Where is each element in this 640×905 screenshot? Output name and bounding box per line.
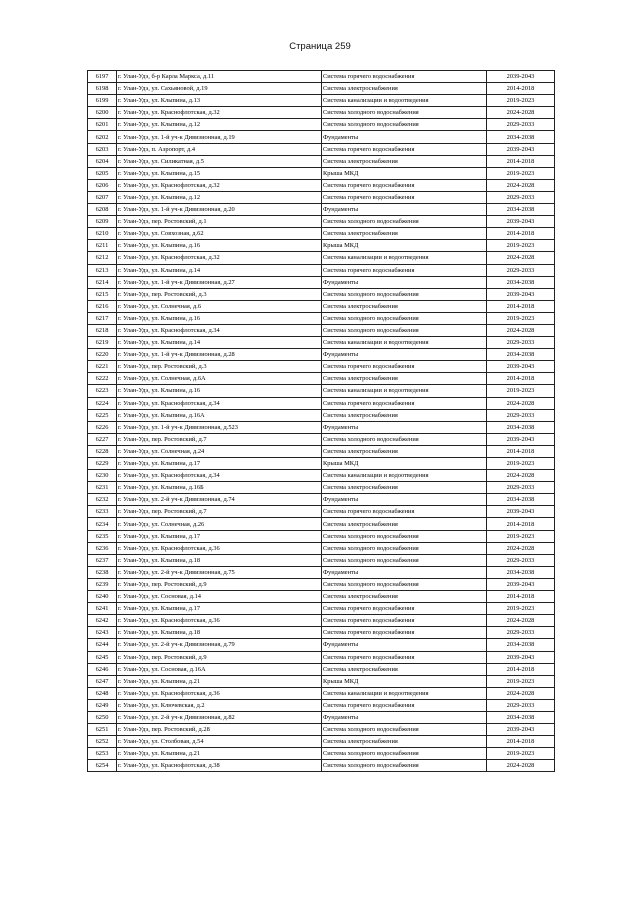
- cell-period: 2014-2018: [487, 663, 555, 675]
- table-row: [88, 409, 555, 421]
- table-row: [88, 663, 555, 675]
- cell-number: 6227: [88, 433, 117, 445]
- cell-work-type: Система холодного водоснабжения: [322, 433, 487, 445]
- table-row: [88, 530, 555, 542]
- cell-address: г. Улан-Удэ, пер. Ростовский, д.9: [117, 578, 322, 590]
- cell-address: г. Улан-Удэ, ул. Клыпина, д.14: [117, 337, 322, 349]
- cell-work-type: Крыша МКД: [322, 458, 487, 470]
- cell-period: 2034-2038: [487, 349, 555, 361]
- cell-work-type: Система холодного водоснабжения: [322, 107, 487, 119]
- table-row: [88, 506, 555, 518]
- cell-period: 2039-2043: [487, 288, 555, 300]
- cell-work-type: Фундаменты: [322, 276, 487, 288]
- cell-period: 2029-2033: [487, 119, 555, 131]
- table-row: [88, 445, 555, 457]
- cell-period: 2014-2018: [487, 300, 555, 312]
- cell-work-type: Система горячего водоснабжения: [322, 699, 487, 711]
- cell-number: 6243: [88, 627, 117, 639]
- cell-address: г. Улан-Удэ, б-р Карла Маркса, д.11: [117, 71, 322, 83]
- cell-work-type: Система горячего водоснабжения: [322, 397, 487, 409]
- cell-period: 2034-2038: [487, 711, 555, 723]
- cell-number: 6241: [88, 603, 117, 615]
- cell-address: г. Улан-Удэ, ул. 1-й уч-к Дивизионная, д.20: [117, 204, 322, 216]
- cell-number: 6205: [88, 167, 117, 179]
- cell-period: 2029-2033: [487, 264, 555, 276]
- cell-work-type: Система горячего водоснабжения: [322, 143, 487, 155]
- cell-work-type: Система электроснабжения: [322, 83, 487, 95]
- cell-work-type: Система горячего водоснабжения: [322, 615, 487, 627]
- cell-number: 6251: [88, 724, 117, 736]
- cell-work-type: Фундаменты: [322, 566, 487, 578]
- cell-address: г. Улан-Удэ, ул. Клыпина, д.16: [117, 385, 322, 397]
- cell-period: 2039-2043: [487, 724, 555, 736]
- table-row: [88, 264, 555, 276]
- cell-number: 6247: [88, 675, 117, 687]
- cell-work-type: Система горячего водоснабжения: [322, 651, 487, 663]
- cell-period: 2034-2038: [487, 131, 555, 143]
- cell-period: 2039-2043: [487, 71, 555, 83]
- cell-period: 2019-2023: [487, 385, 555, 397]
- cell-period: 2039-2043: [487, 433, 555, 445]
- cell-number: 6244: [88, 639, 117, 651]
- cell-period: 2034-2038: [487, 421, 555, 433]
- cell-number: 6246: [88, 663, 117, 675]
- cell-address: г. Улан-Удэ, ул. Краснофлотская, д.38: [117, 760, 322, 772]
- cell-number: 6203: [88, 143, 117, 155]
- cell-period: 2039-2043: [487, 361, 555, 373]
- cell-work-type: Система холодного водоснабжения: [322, 554, 487, 566]
- cell-work-type: Система холодного водоснабжения: [322, 724, 487, 736]
- cell-work-type: Система канализации и водоотведения: [322, 687, 487, 699]
- cell-address: г. Улан-Удэ, ул. 2-й уч-к Дивизионная, д.75: [117, 566, 322, 578]
- cell-number: 6220: [88, 349, 117, 361]
- cell-period: 2014-2018: [487, 445, 555, 457]
- cell-number: 6239: [88, 578, 117, 590]
- cell-period: 2019-2023: [487, 530, 555, 542]
- table-row: [88, 83, 555, 95]
- cell-work-type: Система электроснабжения: [322, 228, 487, 240]
- cell-number: 6202: [88, 131, 117, 143]
- cell-number: 6215: [88, 288, 117, 300]
- cell-address: г. Улан-Удэ, ул. 1-й уч-к Дивизионная, д.27: [117, 276, 322, 288]
- cell-period: 2014-2018: [487, 736, 555, 748]
- table-row: [88, 276, 555, 288]
- cell-period: 2029-2033: [487, 554, 555, 566]
- cell-work-type: Система канализации и водоотведения: [322, 470, 487, 482]
- cell-work-type: Крыша МКД: [322, 240, 487, 252]
- cell-number: 6217: [88, 312, 117, 324]
- cell-period: 2034-2038: [487, 639, 555, 651]
- cell-work-type: Система электроснабжения: [322, 591, 487, 603]
- cell-number: 6216: [88, 300, 117, 312]
- cell-address: г. Улан-Удэ, п. Аэропорт, д.4: [117, 143, 322, 155]
- cell-period: 2024-2028: [487, 397, 555, 409]
- cell-work-type: Крыша МКД: [322, 167, 487, 179]
- cell-period: 2024-2028: [487, 542, 555, 554]
- cell-number: 6204: [88, 155, 117, 167]
- cell-work-type: Система холодного водоснабжения: [322, 578, 487, 590]
- cell-address: г. Улан-Удэ, ул. 1-й уч-к Дивизионная, д.523: [117, 421, 322, 433]
- table-row: [88, 397, 555, 409]
- table-row: [88, 324, 555, 336]
- cell-work-type: Система электроснабжения: [322, 155, 487, 167]
- cell-work-type: Система электроснабжения: [322, 663, 487, 675]
- cell-number: 6228: [88, 445, 117, 457]
- cell-work-type: Фундаменты: [322, 349, 487, 361]
- cell-address: г. Улан-Удэ, ул. Краснофлотская, д.32: [117, 179, 322, 191]
- cell-work-type: Фундаменты: [322, 494, 487, 506]
- cell-address: г. Улан-Удэ, ул. 1-й уч-к Дивизионная, д.28: [117, 349, 322, 361]
- cell-address: г. Улан-Удэ, ул. 2-й уч-к Дивизионная, д.82: [117, 711, 322, 723]
- cell-number: 6197: [88, 71, 117, 83]
- cell-address: г. Улан-Удэ, ул. Клыпина, д.15: [117, 167, 322, 179]
- table-row: [88, 155, 555, 167]
- table-row: [88, 627, 555, 639]
- cell-work-type: Система холодного водоснабжения: [322, 542, 487, 554]
- table-row: [88, 470, 555, 482]
- cell-number: 6252: [88, 736, 117, 748]
- cell-number: 6222: [88, 373, 117, 385]
- cell-address: г. Улан-Удэ, ул. Столбовая, д.54: [117, 736, 322, 748]
- table-row: [88, 131, 555, 143]
- cell-address: г. Улан-Удэ, ул. Клыпина, д.17: [117, 458, 322, 470]
- table-row: [88, 252, 555, 264]
- table-row: [88, 639, 555, 651]
- cell-address: г. Улан-Удэ, ул. Клыпина, д.16Б: [117, 482, 322, 494]
- cell-period: 2029-2033: [487, 337, 555, 349]
- cell-period: 2019-2023: [487, 748, 555, 760]
- cell-address: г. Улан-Удэ, ул. Краснофлотская, д.36: [117, 615, 322, 627]
- cell-work-type: Система горячего водоснабжения: [322, 627, 487, 639]
- cell-address: г. Улан-Удэ, ул. Клыпина, д.18: [117, 627, 322, 639]
- cell-number: 6212: [88, 252, 117, 264]
- cell-address: г. Улан-Удэ, ул. Клыпина, д.18: [117, 554, 322, 566]
- cell-work-type: Система горячего водоснабжения: [322, 191, 487, 203]
- cell-number: 6232: [88, 494, 117, 506]
- table-row: [88, 373, 555, 385]
- cell-work-type: Система горячего водоснабжения: [322, 179, 487, 191]
- table-row: [88, 494, 555, 506]
- cell-number: 6238: [88, 566, 117, 578]
- table-row: [88, 566, 555, 578]
- table-row: [88, 107, 555, 119]
- cell-number: 6253: [88, 748, 117, 760]
- cell-period: 2024-2028: [487, 760, 555, 772]
- cell-number: 6224: [88, 397, 117, 409]
- cell-address: г. Улан-Удэ, ул. Клыпина, д.12: [117, 191, 322, 203]
- cell-number: 6245: [88, 651, 117, 663]
- cell-address: г. Улан-Удэ, пер. Ростовский, д.7: [117, 506, 322, 518]
- cell-number: 6231: [88, 482, 117, 494]
- cell-work-type: Фундаменты: [322, 421, 487, 433]
- cell-address: г. Улан-Удэ, ул. Клыпина, д.16: [117, 312, 322, 324]
- table-row: [88, 675, 555, 687]
- cell-period: 2019-2023: [487, 675, 555, 687]
- table-row: [88, 167, 555, 179]
- registry-table: [87, 70, 555, 772]
- cell-number: 6249: [88, 699, 117, 711]
- cell-address: г. Улан-Удэ, ул. Сахьяновой, д.19: [117, 83, 322, 95]
- cell-number: 6213: [88, 264, 117, 276]
- cell-period: 2014-2018: [487, 228, 555, 240]
- table-row: [88, 615, 555, 627]
- cell-address: г. Улан-Удэ, ул. Краснофлотская, д.34: [117, 397, 322, 409]
- cell-address: г. Улан-Удэ, ул. Силикатная, д.5: [117, 155, 322, 167]
- cell-number: 6199: [88, 95, 117, 107]
- table-row: [88, 300, 555, 312]
- cell-number: 6201: [88, 119, 117, 131]
- cell-address: г. Улан-Удэ, пер. Ростовский, д.1: [117, 216, 322, 228]
- cell-work-type: Система холодного водоснабжения: [322, 119, 487, 131]
- cell-work-type: Система горячего водоснабжения: [322, 361, 487, 373]
- cell-address: г. Улан-Удэ, пер. Ростовский, д.3: [117, 361, 322, 373]
- cell-work-type: Система электроснабжения: [322, 736, 487, 748]
- cell-number: 6229: [88, 458, 117, 470]
- cell-work-type: Система холодного водоснабжения: [322, 530, 487, 542]
- cell-period: 2029-2033: [487, 699, 555, 711]
- cell-number: 6208: [88, 204, 117, 216]
- cell-address: г. Улан-Удэ, ул. Совхозная, д.62: [117, 228, 322, 240]
- cell-number: 6230: [88, 470, 117, 482]
- table-row: [88, 603, 555, 615]
- table-row: [88, 458, 555, 470]
- cell-address: г. Улан-Удэ, ул. 2-й уч-к Дивизионная, д.79: [117, 639, 322, 651]
- cell-period: 2019-2023: [487, 603, 555, 615]
- table-row: [88, 216, 555, 228]
- table-row: [88, 542, 555, 554]
- table-row: [88, 119, 555, 131]
- cell-period: 2024-2028: [487, 107, 555, 119]
- cell-work-type: Система холодного водоснабжения: [322, 760, 487, 772]
- table-row: [88, 288, 555, 300]
- cell-address: г. Улан-Удэ, ул. 1-й уч-к Дивизионная, д.19: [117, 131, 322, 143]
- cell-address: г. Улан-Удэ, ул. Краснофлотская, д.32: [117, 252, 322, 264]
- cell-period: 2039-2043: [487, 216, 555, 228]
- cell-period: 2014-2018: [487, 518, 555, 530]
- table-row: [88, 240, 555, 252]
- cell-work-type: Система канализации и водоотведения: [322, 337, 487, 349]
- cell-work-type: Система горячего водоснабжения: [322, 71, 487, 83]
- cell-period: 2014-2018: [487, 591, 555, 603]
- cell-work-type: Крыша МКД: [322, 675, 487, 687]
- table-row: [88, 687, 555, 699]
- cell-number: 6233: [88, 506, 117, 518]
- cell-address: г. Улан-Удэ, пер. Ростовский, д.28: [117, 724, 322, 736]
- table-row: [88, 699, 555, 711]
- table-row: [88, 711, 555, 723]
- cell-period: 2034-2038: [487, 566, 555, 578]
- cell-period: 2024-2028: [487, 324, 555, 336]
- cell-work-type: Система холодного водоснабжения: [322, 216, 487, 228]
- cell-number: 6236: [88, 542, 117, 554]
- cell-period: 2024-2028: [487, 687, 555, 699]
- cell-number: 6248: [88, 687, 117, 699]
- cell-work-type: Система холодного водоснабжения: [322, 312, 487, 324]
- cell-address: г. Улан-Удэ, ул. Клыпина, д.13: [117, 95, 322, 107]
- cell-number: 6210: [88, 228, 117, 240]
- cell-number: 6250: [88, 711, 117, 723]
- cell-period: 2024-2028: [487, 252, 555, 264]
- cell-address: г. Улан-Удэ, ул. Краснофлотская, д.36: [117, 687, 322, 699]
- cell-work-type: Система горячего водоснабжения: [322, 603, 487, 615]
- table-row: [88, 518, 555, 530]
- cell-number: 6234: [88, 518, 117, 530]
- cell-number: 6219: [88, 337, 117, 349]
- cell-number: 6237: [88, 554, 117, 566]
- table-row: [88, 337, 555, 349]
- cell-work-type: Система горячего водоснабжения: [322, 506, 487, 518]
- cell-period: 2039-2043: [487, 143, 555, 155]
- cell-work-type: Система электроснабжения: [322, 373, 487, 385]
- cell-address: г. Улан-Удэ, ул. Клыпина, д.14: [117, 264, 322, 276]
- cell-period: 2029-2033: [487, 191, 555, 203]
- cell-period: 2019-2023: [487, 95, 555, 107]
- table-row: [88, 760, 555, 772]
- cell-number: 6242: [88, 615, 117, 627]
- cell-period: 2019-2023: [487, 458, 555, 470]
- cell-number: 6221: [88, 361, 117, 373]
- cell-address: г. Улан-Удэ, ул. Солнечная, д.6: [117, 300, 322, 312]
- cell-period: 2014-2018: [487, 155, 555, 167]
- registry-table-body: [88, 71, 555, 772]
- cell-work-type: Система электроснабжения: [322, 482, 487, 494]
- cell-period: 2024-2028: [487, 470, 555, 482]
- cell-period: 2029-2033: [487, 627, 555, 639]
- table-row: [88, 578, 555, 590]
- cell-number: 6209: [88, 216, 117, 228]
- cell-address: г. Улан-Удэ, ул. Солнечная, д.6А: [117, 373, 322, 385]
- cell-period: 2034-2038: [487, 204, 555, 216]
- cell-period: 2039-2043: [487, 506, 555, 518]
- cell-number: 6240: [88, 591, 117, 603]
- cell-address: г. Улан-Удэ, ул. Клыпина, д.12: [117, 119, 322, 131]
- page-header: Страница 259: [289, 41, 351, 52]
- cell-number: 6206: [88, 179, 117, 191]
- cell-work-type: Система электроснабжения: [322, 445, 487, 457]
- table-row: [88, 71, 555, 83]
- table-row: [88, 361, 555, 373]
- cell-address: г. Улан-Удэ, ул. Солнечная, д.24: [117, 445, 322, 457]
- cell-address: г. Улан-Удэ, ул. Клыпина, д.21: [117, 748, 322, 760]
- table-row: [88, 385, 555, 397]
- cell-number: 6211: [88, 240, 117, 252]
- table-row: [88, 651, 555, 663]
- cell-number: 6218: [88, 324, 117, 336]
- table-row: [88, 228, 555, 240]
- table-row: [88, 482, 555, 494]
- cell-period: 2039-2043: [487, 651, 555, 663]
- cell-work-type: Система электроснабжения: [322, 409, 487, 421]
- cell-address: г. Улан-Удэ, ул. Клыпина, д.21: [117, 675, 322, 687]
- table-row: [88, 736, 555, 748]
- cell-number: 6200: [88, 107, 117, 119]
- cell-address: г. Улан-Удэ, ул. Клыпина, д.16: [117, 240, 322, 252]
- cell-number: 6235: [88, 530, 117, 542]
- table-row: [88, 433, 555, 445]
- cell-address: г. Улан-Удэ, ул. Краснофлотская, д.36: [117, 542, 322, 554]
- cell-number: 6223: [88, 385, 117, 397]
- cell-number: 6226: [88, 421, 117, 433]
- cell-period: 2029-2033: [487, 482, 555, 494]
- table-row: [88, 421, 555, 433]
- cell-number: 6225: [88, 409, 117, 421]
- cell-address: г. Улан-Удэ, ул. Клыпина, д.17: [117, 530, 322, 542]
- cell-address: г. Улан-Удэ, ул. Ключевская, д.2: [117, 699, 322, 711]
- cell-address: г. Улан-Удэ, пер. Ростовский, д.7: [117, 433, 322, 445]
- table-row: [88, 95, 555, 107]
- cell-period: 2029-2033: [487, 409, 555, 421]
- cell-work-type: Система холодного водоснабжения: [322, 288, 487, 300]
- cell-address: г. Улан-Удэ, ул. Сосновая, д.16А: [117, 663, 322, 675]
- table-row: [88, 591, 555, 603]
- cell-work-type: Система холодного водоснабжения: [322, 324, 487, 336]
- cell-period: 2034-2038: [487, 494, 555, 506]
- cell-address: г. Улан-Удэ, ул. Клыпина, д.16А: [117, 409, 322, 421]
- cell-period: 2019-2023: [487, 312, 555, 324]
- cell-work-type: Фундаменты: [322, 639, 487, 651]
- cell-work-type: Система канализации и водоотведения: [322, 95, 487, 107]
- cell-period: 2024-2028: [487, 615, 555, 627]
- cell-period: 2019-2023: [487, 240, 555, 252]
- cell-work-type: Система электроснабжения: [322, 518, 487, 530]
- table-row: [88, 191, 555, 203]
- cell-work-type: Фундаменты: [322, 711, 487, 723]
- table-row: [88, 748, 555, 760]
- cell-address: г. Улан-Удэ, пер. Ростовский, д.3: [117, 288, 322, 300]
- cell-work-type: Система горячего водоснабжения: [322, 264, 487, 276]
- cell-period: 2019-2023: [487, 167, 555, 179]
- cell-address: г. Улан-Удэ, ул. Краснофлотская, д.34: [117, 324, 322, 336]
- cell-work-type: Система канализации и водоотведения: [322, 252, 487, 264]
- cell-address: г. Улан-Удэ, ул. Сосновая, д.14: [117, 591, 322, 603]
- cell-number: 6254: [88, 760, 117, 772]
- cell-work-type: Система канализации и водоотведения: [322, 385, 487, 397]
- table-row: [88, 312, 555, 324]
- cell-number: 6207: [88, 191, 117, 203]
- cell-period: 2014-2018: [487, 373, 555, 385]
- table-row: [88, 143, 555, 155]
- cell-period: 2024-2028: [487, 179, 555, 191]
- table-row: [88, 349, 555, 361]
- cell-address: г. Улан-Удэ, ул. Клыпина, д.17: [117, 603, 322, 615]
- cell-work-type: Система электроснабжения: [322, 300, 487, 312]
- cell-address: г. Улан-Удэ, ул. Краснофлотская, д.34: [117, 470, 322, 482]
- cell-address: г. Улан-Удэ, ул. 2-й уч-к Дивизионная, д.74: [117, 494, 322, 506]
- table-row: [88, 179, 555, 191]
- cell-work-type: Фундаменты: [322, 204, 487, 216]
- cell-period: 2034-2038: [487, 276, 555, 288]
- table-row: [88, 554, 555, 566]
- cell-number: 6214: [88, 276, 117, 288]
- table-row: [88, 204, 555, 216]
- table-row: [88, 724, 555, 736]
- cell-work-type: Фундаменты: [322, 131, 487, 143]
- cell-period: 2039-2043: [487, 578, 555, 590]
- cell-address: г. Улан-Удэ, ул. Краснофлотская, д.32: [117, 107, 322, 119]
- cell-work-type: Система холодного водоснабжения: [322, 748, 487, 760]
- cell-address: г. Улан-Удэ, ул. Солнечная, д.26: [117, 518, 322, 530]
- cell-period: 2014-2018: [487, 83, 555, 95]
- cell-address: г. Улан-Удэ, пер. Ростовский, д.9: [117, 651, 322, 663]
- cell-number: 6198: [88, 83, 117, 95]
